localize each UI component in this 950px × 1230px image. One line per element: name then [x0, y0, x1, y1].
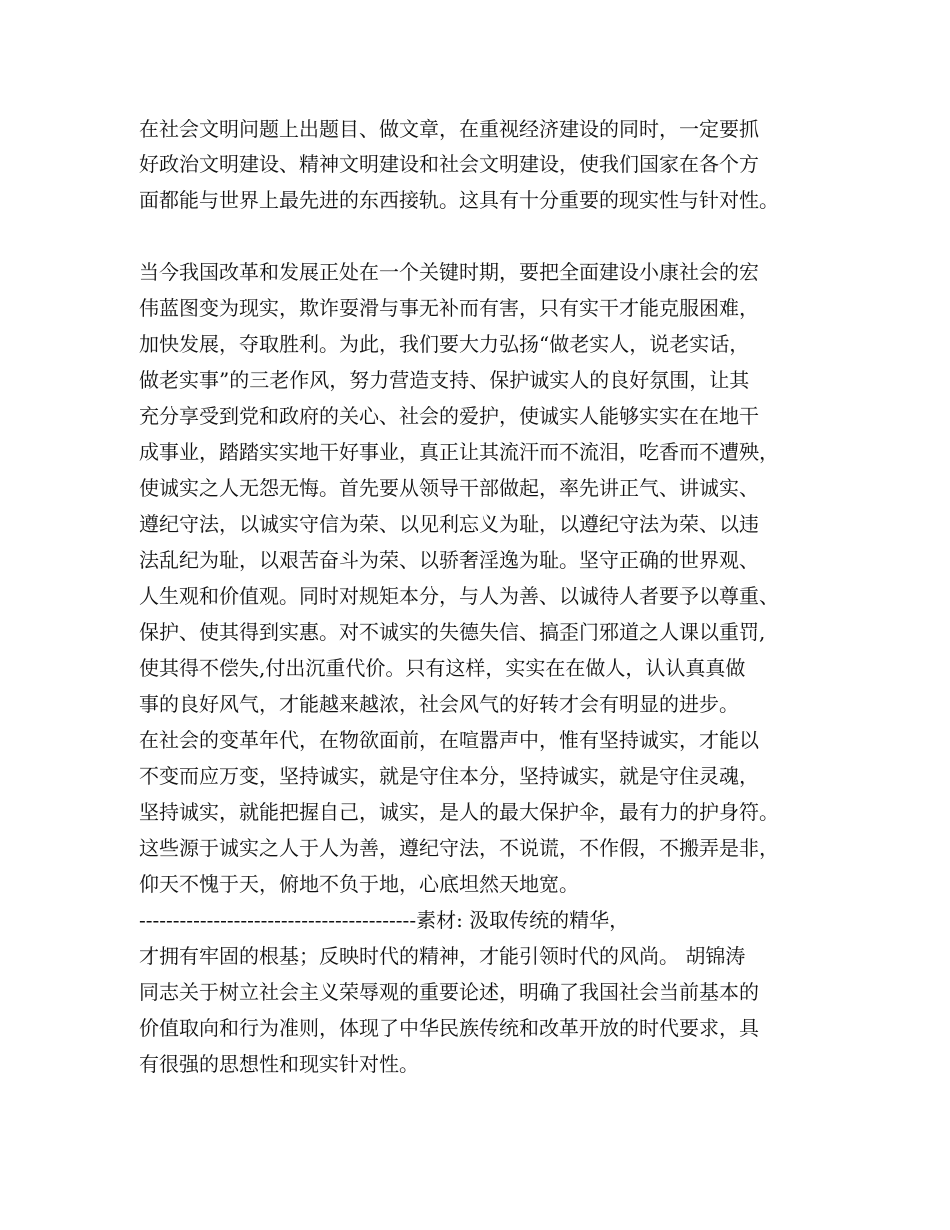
text-line: 这些源于诚实之人于人为善，遵纪守法，不说谎，不作假，不搬弄是非，: [139, 836, 779, 860]
text-line: 事的良好风气，才能越来越浓，社会风气的好转才会有明显的进步。: [139, 692, 739, 716]
text-line: 伟蓝图变为现实，欺诈耍滑与事无补而有害，只有实干才能克服困难，: [139, 296, 759, 320]
text-line: 同志关于树立社会主义荣辱观的重要论述，明确了我国社会当前基本的: [139, 980, 759, 1004]
text-line: 使诚实之人无怨无悔。首先要从领导干部做起，率先讲正气、讲诚实、: [139, 476, 759, 500]
text-line: 充分享受到党和政府的关心、社会的爱护，使诚实人能够实实在在地干: [139, 404, 759, 428]
text-line: 成事业，踏踏实实地干好事业，真正让其流汗而不流泪，吃香而不遭殃，: [139, 440, 779, 464]
text-line: 在社会的变革年代，在物欲面前，在喧嚣声中，惟有坚持诚实，才能以: [139, 728, 759, 752]
text-line: 使其得不偿失,付出沉重代价。只有这样，实实在在做人，认认真真做: [139, 656, 746, 680]
text-line: -----------------------------------------素材: 汲取传统的精华，: [139, 908, 630, 932]
text-line: 在社会文明问题上出题目、做文章，在重视经济建设的同时，一定要抓: [139, 117, 759, 141]
text-line: 才拥有牢固的根基；反映时代的精神，才能引领时代的风尚。 胡锦涛: [139, 944, 746, 968]
text-line: 做老实事”的三老作风，努力营造支持、保护诚实人的良好氛围，让其: [139, 368, 750, 392]
text-line: 人生观和价值观。同时对规矩本分，与人为善、以诚待人者要予以尊重、: [139, 584, 779, 608]
text-line: 面都能与世界上最先进的东西接轨。这具有十分重要的现实性与针对性。: [139, 188, 779, 212]
text-line: 遵纪守法，以诚实守信为荣、以见利忘义为耻，以遵纪守法为荣、以违: [139, 512, 759, 536]
text-line: 保护、使其得到实惠。对不诚实的失德失信、搞歪门邪道之人课以重罚,: [139, 620, 766, 644]
text-line: 仰天不愧于天，俯地不负于地，心底坦然天地宽。: [139, 872, 579, 896]
text-line: 坚持诚实，就能把握自己，诚实，是人的最大保护伞，最有力的护身符。: [139, 800, 779, 824]
text-line: 法乱纪为耻，以艰苦奋斗为荣、以骄奢淫逸为耻。坚守正确的世界观、: [139, 548, 759, 572]
text-line: 加快发展，夺取胜利。为此，我们要大力弘扬“做老实人，说老实话，: [139, 332, 750, 356]
text-line: 有很强的思想性和现实针对性。: [139, 1052, 419, 1076]
text-line: 不变而应万变，坚持诚实，就是守住本分，坚持诚实，就是守住灵魂，: [139, 764, 759, 788]
text-line: 价值取向和行为准则，体现了中华民族传统和改革开放的时代要求，具: [139, 1016, 759, 1040]
text-line: 好政治文明建设、精神文明建设和社会文明建设，使我们国家在各个方: [139, 152, 759, 176]
text-line: 当今我国改革和发展正处在一个关键时期，要把全面建设小康社会的宏: [139, 260, 759, 284]
